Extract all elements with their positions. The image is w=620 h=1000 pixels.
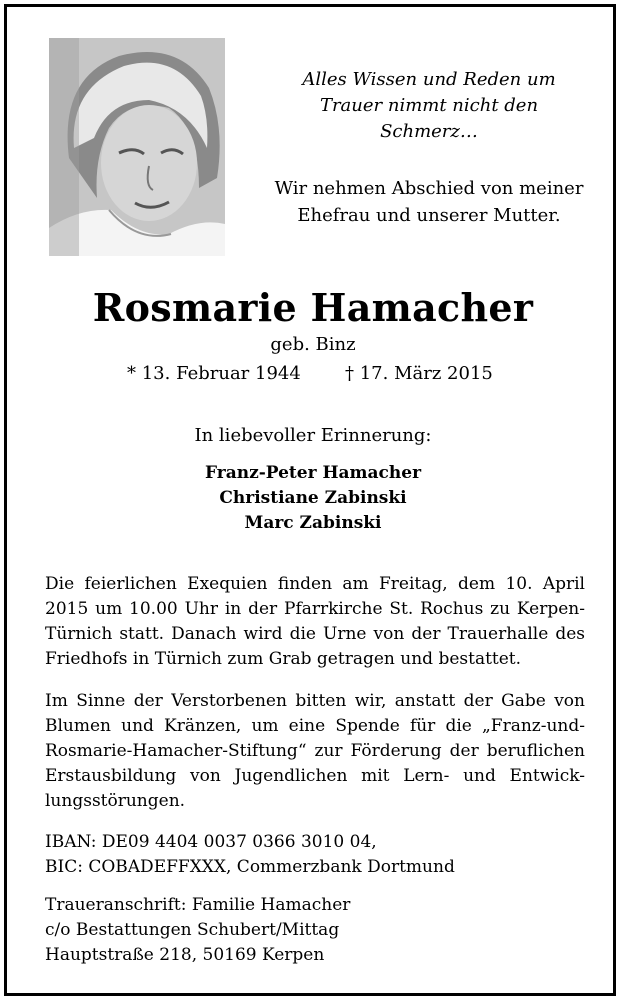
deceased-name: Rosmarie Hamacher [92, 285, 534, 330]
obituary-frame [4, 4, 616, 996]
maiden-name: geb. Binz [270, 334, 356, 355]
memory-label: In liebevoller Erinnerung: [194, 425, 432, 446]
quote-line: Alles Wissen und Reden um [302, 69, 556, 90]
donation-line: Blumen und Kränzen, um eine Spende für die „Franz-und- [45, 716, 585, 736]
donation-line: Rosmarie-Hamacher-Stiftung“ zur Förderung der beruflichen [45, 741, 585, 761]
mourner-name: Christiane Zabinski [219, 488, 407, 508]
donation-line: lungsstörungen. [45, 791, 186, 811]
funeral-line: Die feierlichen Exequien finden am Freitag, dem 10. April [45, 574, 585, 594]
mourning-address [45, 893, 585, 968]
bank-details [45, 830, 585, 880]
donation-line: Im Sinne der Verstorbenen bitten wir, anstatt der Gabe von [45, 691, 585, 711]
mourners-list [7, 461, 619, 536]
mourner-name: Franz-Peter Hamacher [204, 463, 422, 483]
portrait-photo [49, 38, 225, 256]
birth-date: * 13. Februar 1944 [127, 363, 301, 384]
funeral-paragraph [45, 572, 585, 672]
farewell-text [269, 175, 589, 229]
iban: IBAN: DE09 4404 0037 0366 3010 04, [45, 832, 377, 852]
funeral-line: Friedhofs in Türnich zum Grab getragen und bestattet. [45, 649, 522, 669]
address-line: c/o Bestattungen Schubert/Mittag [45, 920, 340, 940]
donation-paragraph [45, 689, 585, 814]
quote-line: Schmerz… [380, 121, 478, 142]
funeral-line: Türnich statt. Danach wird die Urne von der Trauerhalle des [45, 624, 585, 644]
funeral-line: 2015 um 10.00 Uhr in der Pfarrkirche St. Rochus zu Kerpen- [45, 599, 585, 619]
farewell-line: Ehefrau und unserer Mutter. [297, 205, 561, 226]
quote-line: Trauer nimmt nicht den [319, 95, 539, 116]
address-line: Hauptstraße 218, 50169 Kerpen [45, 945, 325, 965]
donation-line: Erstausbildung von Jugendlichen mit Lern- und Entwick- [45, 766, 585, 786]
death-date: † 17. März 2015 [345, 363, 493, 384]
bic: BIC: COBADEFFXXX, Commerzbank Dortmund [45, 857, 455, 877]
farewell-line: Wir nehmen Abschied von meiner [274, 178, 584, 199]
quote [269, 67, 589, 145]
address-line: Traueranschrift: Familie Hamacher [45, 895, 351, 915]
mourner-name: Marc Zabinski [244, 513, 382, 533]
